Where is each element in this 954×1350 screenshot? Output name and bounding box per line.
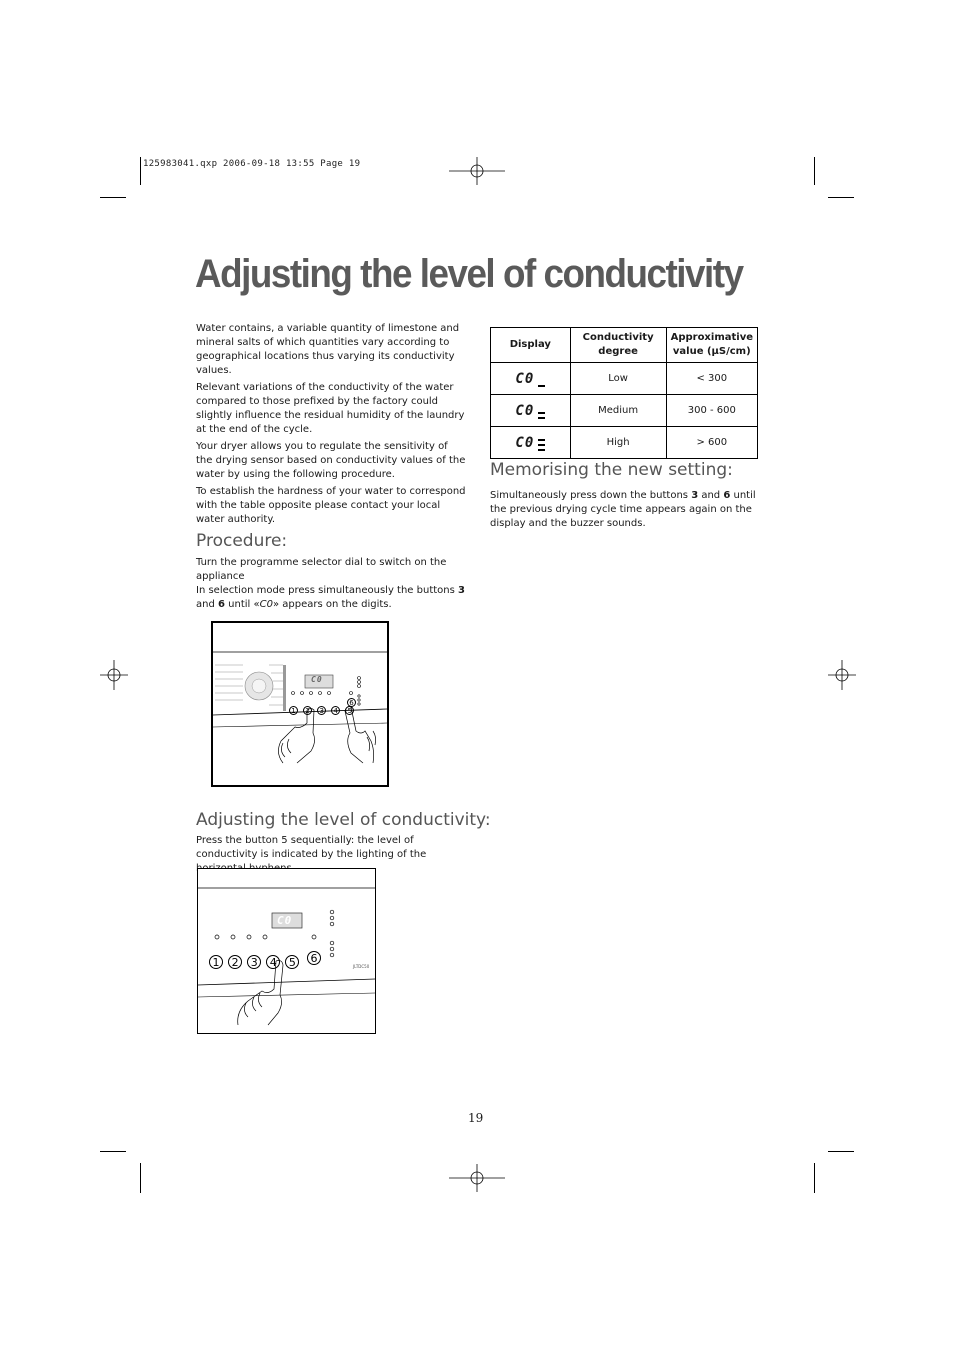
intro-paragraph: To establish the hardness of your water to correspond with the table opposite please contact your local water authority. <box>196 486 466 525</box>
button-5: 5 <box>345 706 354 715</box>
display-cell: C0 <box>491 427 571 459</box>
adjusting-heading: Adjusting the level of conductivity: <box>196 810 491 830</box>
button-numbers-row <box>289 698 354 717</box>
file-slug: 125983041.qxp 2006-09-18 13:55 Page 19 <box>143 159 361 169</box>
intro-paragraph: Your dryer allows you to regulate the sensitivity of the drying sensor based on conductivity values of the water by using the following procedure. <box>196 441 466 480</box>
memorising-heading: Memorising the new setting: <box>490 460 733 480</box>
memorising-text: Simultaneously press down the buttons 3 and 6 until the previous drying cycle time appears again on the display and the buzzer sounds. <box>490 490 756 529</box>
registration-mark-top <box>449 157 505 185</box>
button-3: 3 <box>247 955 261 969</box>
column-header: Conductivity degree <box>570 328 666 363</box>
crop-mark <box>140 1163 141 1193</box>
value-cell: 300 - 600 <box>666 395 757 427</box>
page-number: 19 <box>468 1111 484 1125</box>
display-cell: C0 <box>491 363 571 395</box>
procedure-step-1: Turn the programme selector dial to switch on the appliance <box>196 557 447 582</box>
value-cell: > 600 <box>666 427 757 459</box>
column-header: Approximative value (µS/cm) <box>666 328 757 363</box>
degree-cell: High <box>570 427 666 459</box>
hyphen-bars-icon <box>538 405 545 419</box>
display-readout: C0 <box>311 675 323 684</box>
control-panel-illustration-2 <box>197 868 376 1034</box>
intro-paragraph: Water contains, a variable quantity of limestone and mineral salts of which quantities vary according to geographical locations thus varying its conductivity values. <box>196 323 460 376</box>
display-cell: C0 <box>491 395 571 427</box>
registration-mark-left <box>100 660 128 690</box>
button-6: 6 <box>347 698 356 707</box>
intro-paragraph: Relevant variations of the conductivity of the water compared to those prefixed by the factory could slightly influence the residual humidity of the laundry at the end of the cycle. <box>196 382 465 435</box>
crop-mark <box>140 157 141 185</box>
hyphen-bars-icon <box>538 373 545 387</box>
procedure-heading: Procedure: <box>196 531 288 551</box>
button-6: 6 <box>307 951 321 965</box>
button-1: 1 <box>209 955 223 969</box>
button-1: 1 <box>289 706 298 715</box>
crop-mark <box>814 157 815 185</box>
crop-mark <box>100 197 126 198</box>
degree-cell: Low <box>570 363 666 395</box>
model-label: JLTDC50 <box>353 964 370 969</box>
degree-cell: Medium <box>570 395 666 427</box>
table-header-row <box>491 328 758 363</box>
button-4: 4 <box>266 955 280 969</box>
conductivity-table <box>490 327 758 459</box>
display-readout: C0 <box>277 914 293 927</box>
crop-mark <box>814 1163 815 1193</box>
crop-mark <box>828 1151 854 1152</box>
button-3: 3 <box>317 706 326 715</box>
procedure-text <box>196 556 466 612</box>
button-5: 5 <box>285 955 299 969</box>
control-panel-illustration-1 <box>211 621 389 787</box>
crop-mark <box>828 197 854 198</box>
hyphen-bars-icon <box>538 437 545 451</box>
value-cell: < 300 <box>666 363 757 395</box>
button-2: 2 <box>303 706 312 715</box>
button-2: 2 <box>228 955 242 969</box>
button-numbers-row <box>209 951 299 970</box>
intro-text <box>196 322 466 530</box>
button-4: 4 <box>331 706 340 715</box>
registration-mark-bottom <box>449 1164 505 1192</box>
adjusting-text: Press the button 5 sequentially: the level of conductivity is indicated by the lighting of the <box>196 835 427 860</box>
page-title: Adjusting the level of conductivity <box>195 252 743 296</box>
procedure-step-2: In selection mode press simultaneously the buttons 3 and 6 until «C0» appears on the digits. <box>196 585 465 610</box>
table-row <box>491 395 758 427</box>
table-row <box>491 427 758 459</box>
column-header: Display <box>491 328 571 363</box>
crop-mark <box>100 1151 126 1152</box>
registration-mark-right <box>828 660 856 690</box>
table-row <box>491 363 758 395</box>
